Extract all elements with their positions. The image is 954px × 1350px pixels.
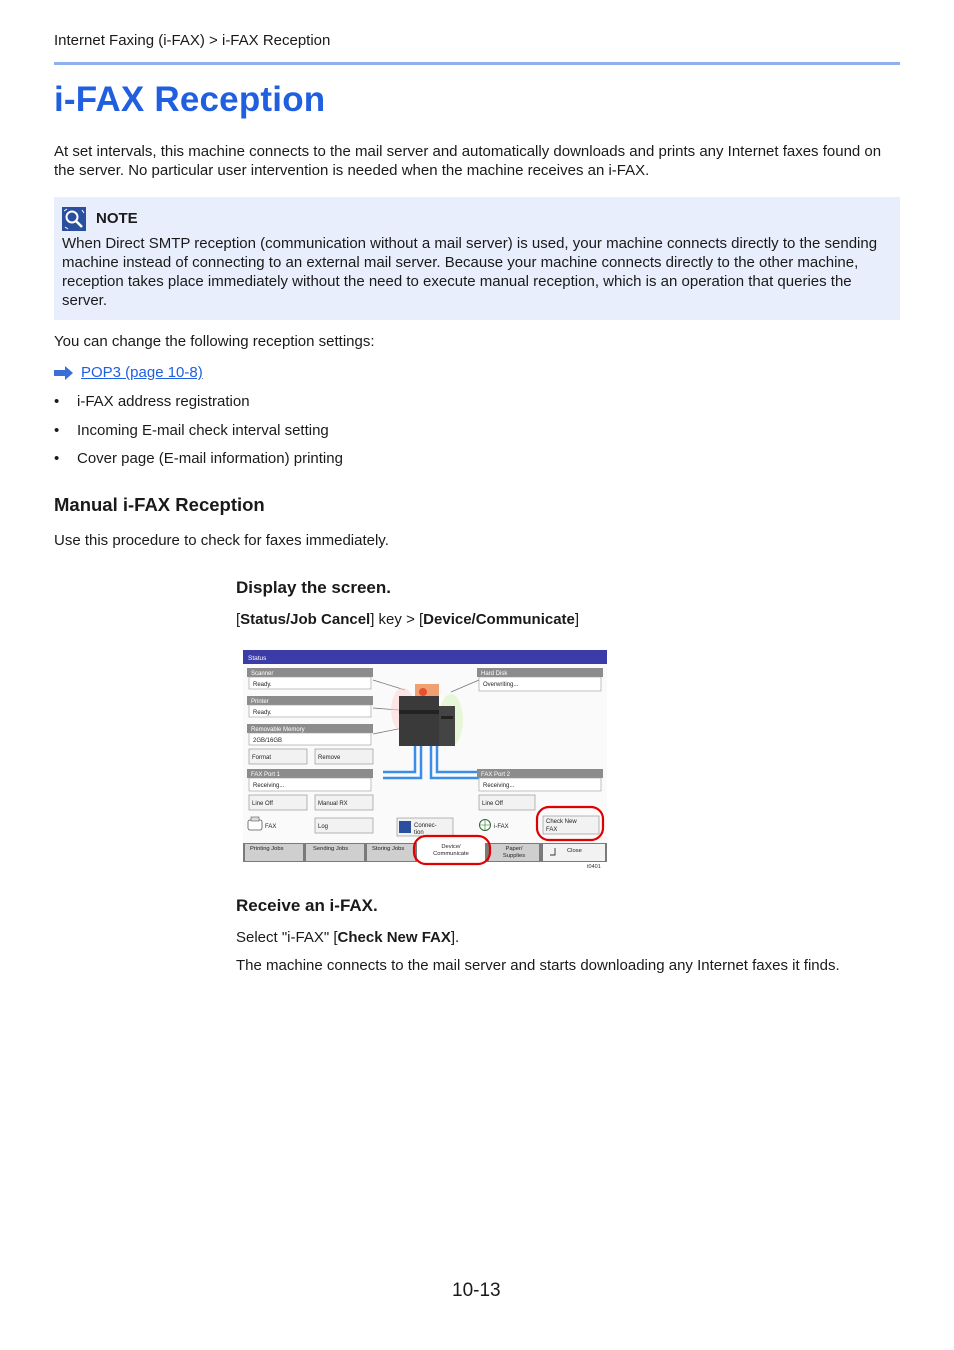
step2-heading: Receive an i-FAX. — [236, 896, 378, 915]
tab-device-communicate[interactable] — [417, 840, 485, 862]
status-job-cancel-key: Status/Job Cancel — [240, 611, 371, 628]
note-icon — [62, 207, 86, 231]
page-title: i-FAX Reception — [54, 80, 326, 119]
screen-title-bar — [243, 650, 607, 664]
remove-button[interactable] — [315, 749, 373, 764]
svg-text:Connec-: Connec- — [414, 823, 437, 829]
check-new-fax-button[interactable] — [543, 816, 599, 834]
device-communicate-key: Device/Communicate — [423, 611, 575, 628]
step1-instruction: [Status/Job Cancel] key > [Device/Communicate] — [236, 611, 580, 628]
svg-text:Format: Format — [252, 755, 272, 761]
status-screen — [243, 650, 607, 870]
removable-memory-label: Removable Memory — [251, 727, 305, 733]
list-item-text: i-FAX address registration — [77, 393, 250, 410]
connection-icon — [399, 821, 411, 833]
arrow-right-icon — [54, 366, 74, 380]
ifax-icon — [480, 820, 491, 831]
svg-text:FAX: FAX — [546, 827, 558, 833]
list-item-text: Incoming E-mail check interval setting — [77, 422, 329, 439]
fax-label: FAX — [265, 824, 277, 830]
svg-text:Line Off: Line Off — [482, 801, 503, 807]
format-button[interactable] — [249, 749, 307, 764]
connection-button[interactable] — [397, 818, 453, 836]
pop3-link[interactable]: POP3 (page 10-8) — [81, 364, 203, 381]
svg-text:tion: tion — [414, 830, 424, 836]
line-off-button-1[interactable] — [249, 795, 307, 810]
svg-text:Remove: Remove — [318, 755, 341, 761]
hard-disk-status: Overwriting... — [483, 682, 519, 688]
svg-text:Storing Jobs: Storing Jobs — [372, 846, 405, 852]
line-off-button-2[interactable] — [479, 795, 535, 810]
manual-rx-button[interactable] — [315, 795, 373, 810]
scanner-status: Ready. — [253, 682, 272, 688]
check-new-fax-key: Check New FAX — [337, 929, 451, 946]
close-button[interactable] — [543, 844, 605, 861]
svg-text:Close: Close — [567, 848, 582, 854]
svg-text:Printing Jobs: Printing Jobs — [250, 846, 284, 852]
tab-paper-supplies[interactable] — [489, 844, 539, 861]
printer-status: Ready. — [253, 710, 272, 716]
list-item-text: Cover page (E-mail information) printing — [77, 450, 343, 467]
fax-port2-status: Receiving... — [483, 783, 515, 789]
fax-port2-label: FAX Port 2 — [481, 772, 511, 778]
breadcrumb: Internet Faxing (i-FAX) > i-FAX Reception — [54, 32, 331, 49]
step2-result: The machine connects to the mail server and starts downloading any Internet faxes it finds. — [236, 957, 840, 974]
step2-instruction: Select "i-FAX" [Check New FAX]. — [236, 929, 460, 946]
tab-storing-jobs[interactable] — [367, 844, 415, 861]
screen-title: Status — [248, 655, 267, 662]
svg-text:Check New: Check New — [546, 819, 577, 825]
section-heading: Manual i-FAX Reception — [54, 494, 265, 515]
figure-code: t0401 — [587, 864, 601, 870]
fax-port1-status: Receiving... — [253, 783, 285, 789]
page-number: 10-13 — [452, 1280, 501, 1301]
svg-text:Manual RX: Manual RX — [318, 801, 348, 807]
svg-text:Device/: Device/ — [441, 844, 461, 850]
note-text: When Direct SMTP reception (communication without a mail server) is used, your machine connects directly to the sending machine instead of connecting to an external mail server. Because your machine connects directly to the other machine, reception takes place immediately without the need to execute manual reception, which is an operation that queries the server. — [62, 235, 878, 309]
intro-paragraph: At set intervals, this machine connects to the mail server and automatically downloads and prints any Internet faxes found on the server. No particular user intervention is needed when the machine receives an i-FAX. — [54, 143, 882, 179]
svg-text:Paper/: Paper/ — [505, 846, 523, 852]
scanner-label: Scanner — [251, 671, 274, 677]
note-label: NOTE — [96, 210, 138, 227]
ifax-label: i-FAX — [494, 824, 509, 830]
note-box — [54, 197, 900, 320]
header-rule — [54, 62, 900, 65]
svg-text:Supplies: Supplies — [502, 853, 526, 859]
svg-text:Line Off: Line Off — [252, 801, 273, 807]
hard-disk-label: Hard Disk — [481, 671, 508, 677]
fax-port1-label: FAX Port 1 — [251, 772, 281, 778]
log-button[interactable] — [315, 818, 373, 833]
printer-label: Printer — [251, 699, 269, 705]
removable-memory-status: 2GB/16GB — [253, 738, 283, 744]
tab-sending-jobs[interactable] — [306, 844, 364, 861]
svg-text:Log: Log — [318, 824, 329, 830]
svg-text:Sending Jobs: Sending Jobs — [313, 846, 349, 852]
step1-heading: Display the screen. — [236, 578, 391, 597]
tab-printing-jobs[interactable] — [245, 844, 303, 861]
settings-intro: You can change the following reception settings: — [54, 333, 375, 350]
section-text: Use this procedure to check for faxes immediately. — [54, 532, 389, 549]
svg-text:Communicate: Communicate — [433, 851, 469, 857]
